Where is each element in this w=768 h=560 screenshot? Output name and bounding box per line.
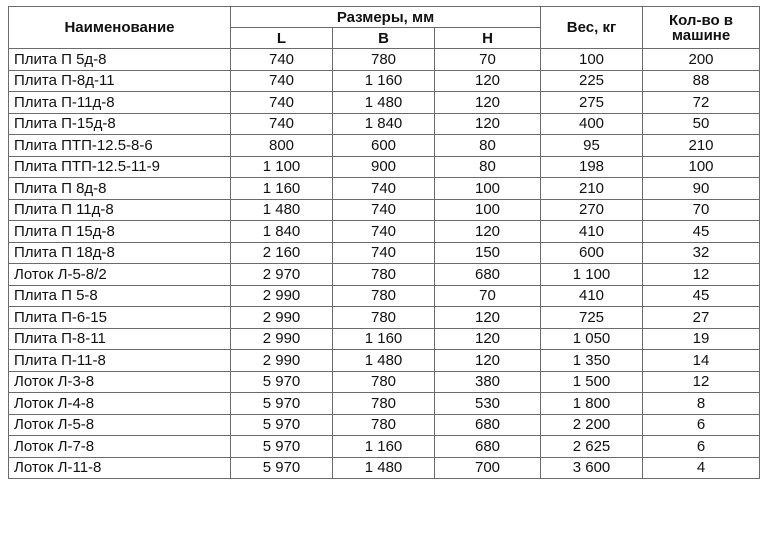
cell-width: 1 480 [333,457,435,479]
cell-width: 780 [333,371,435,393]
cell-length: 2 970 [231,264,333,286]
cell-length: 5 970 [231,414,333,436]
cell-weight: 270 [541,199,643,221]
cell-name: Плита П-6-15 [9,307,231,329]
cell-quantity: 4 [643,457,760,479]
cell-height: 530 [435,393,541,415]
cell-quantity: 12 [643,264,760,286]
table-row [9,436,760,458]
table-row [9,113,760,135]
cell-weight: 1 500 [541,371,643,393]
cell-height: 100 [435,199,541,221]
cell-length: 740 [231,92,333,114]
cell-quantity: 50 [643,113,760,135]
table-row [9,371,760,393]
cell-length: 2 990 [231,350,333,372]
table-row [9,414,760,436]
header-dimensions: Размеры, мм [231,7,541,28]
cell-length: 1 480 [231,199,333,221]
cell-weight: 100 [541,49,643,71]
cell-name: Лоток Л-5-8 [9,414,231,436]
cell-height: 70 [435,285,541,307]
cell-quantity: 200 [643,49,760,71]
table-row [9,199,760,221]
cell-quantity: 72 [643,92,760,114]
cell-name: Плита П-15д-8 [9,113,231,135]
cell-width: 780 [333,285,435,307]
cell-quantity: 27 [643,307,760,329]
cell-quantity: 88 [643,70,760,92]
cell-length: 5 970 [231,371,333,393]
cell-height: 380 [435,371,541,393]
table-row [9,178,760,200]
cell-width: 1 480 [333,92,435,114]
cell-width: 780 [333,264,435,286]
header-width: B [333,28,435,49]
cell-name: Плита П 11д-8 [9,199,231,221]
cell-quantity: 6 [643,436,760,458]
cell-quantity: 12 [643,371,760,393]
cell-weight: 410 [541,221,643,243]
header-name: Наименование [9,7,231,49]
table-row [9,307,760,329]
cell-name: Плита П 18д-8 [9,242,231,264]
cell-length: 2 990 [231,307,333,329]
cell-height: 120 [435,328,541,350]
cell-length: 800 [231,135,333,157]
cell-quantity: 32 [643,242,760,264]
cell-name: Лоток Л-5-8/2 [9,264,231,286]
cell-weight: 198 [541,156,643,178]
cell-height: 120 [435,70,541,92]
cell-name: Лоток Л-7-8 [9,436,231,458]
header-height: H [435,28,541,49]
cell-weight: 2 625 [541,436,643,458]
cell-quantity: 210 [643,135,760,157]
cell-weight: 1 050 [541,328,643,350]
cell-height: 80 [435,135,541,157]
cell-name: Плита П 5-8 [9,285,231,307]
cell-height: 100 [435,178,541,200]
table-row [9,264,760,286]
cell-name: Плита П-8д-11 [9,70,231,92]
cell-name: Лоток Л-3-8 [9,371,231,393]
table-row [9,350,760,372]
cell-length: 1 100 [231,156,333,178]
cell-weight: 275 [541,92,643,114]
cell-name: Плита П 5д-8 [9,49,231,71]
cell-weight: 1 100 [541,264,643,286]
cell-height: 70 [435,49,541,71]
cell-width: 780 [333,414,435,436]
cell-name: Лоток Л-11-8 [9,457,231,479]
cell-length: 740 [231,49,333,71]
cell-width: 1 160 [333,436,435,458]
product-spec-table [8,6,760,479]
table-row [9,221,760,243]
header-quantity: Кол-во в машине [643,7,760,49]
table-row [9,49,760,71]
cell-quantity: 8 [643,393,760,415]
cell-weight: 400 [541,113,643,135]
cell-height: 120 [435,307,541,329]
table-row [9,393,760,415]
cell-weight: 225 [541,70,643,92]
cell-height: 680 [435,264,541,286]
cell-length: 2 990 [231,285,333,307]
table-row [9,285,760,307]
table-row [9,92,760,114]
header-length: L [231,28,333,49]
cell-width: 1 840 [333,113,435,135]
cell-height: 150 [435,242,541,264]
header-weight: Вес, кг [541,7,643,49]
cell-length: 1 840 [231,221,333,243]
cell-height: 120 [435,92,541,114]
cell-quantity: 6 [643,414,760,436]
cell-width: 780 [333,49,435,71]
cell-height: 120 [435,113,541,135]
cell-quantity: 70 [643,199,760,221]
cell-weight: 410 [541,285,643,307]
cell-length: 740 [231,70,333,92]
cell-name: Плита ПТП-12.5-11-9 [9,156,231,178]
table-row [9,156,760,178]
cell-quantity: 100 [643,156,760,178]
cell-length: 5 970 [231,393,333,415]
cell-weight: 600 [541,242,643,264]
cell-name: Плита П 8д-8 [9,178,231,200]
cell-weight: 725 [541,307,643,329]
cell-weight: 210 [541,178,643,200]
cell-width: 1 160 [333,70,435,92]
cell-width: 600 [333,135,435,157]
cell-weight: 1 800 [541,393,643,415]
cell-width: 740 [333,178,435,200]
cell-length: 740 [231,113,333,135]
cell-name: Плита П 15д-8 [9,221,231,243]
table-row [9,242,760,264]
table-row [9,135,760,157]
cell-height: 120 [435,350,541,372]
cell-quantity: 19 [643,328,760,350]
cell-weight: 95 [541,135,643,157]
cell-name: Плита П-11д-8 [9,92,231,114]
cell-length: 5 970 [231,436,333,458]
cell-name: Плита ПТП-12.5-8-6 [9,135,231,157]
cell-height: 120 [435,221,541,243]
cell-name: Плита П-8-11 [9,328,231,350]
cell-length: 5 970 [231,457,333,479]
table-row [9,70,760,92]
cell-width: 780 [333,393,435,415]
cell-quantity: 45 [643,285,760,307]
table-row [9,457,760,479]
cell-quantity: 90 [643,178,760,200]
cell-weight: 2 200 [541,414,643,436]
cell-width: 780 [333,307,435,329]
cell-height: 80 [435,156,541,178]
spec-table-container [8,6,760,479]
cell-weight: 3 600 [541,457,643,479]
cell-quantity: 45 [643,221,760,243]
cell-quantity: 14 [643,350,760,372]
cell-weight: 1 350 [541,350,643,372]
cell-length: 1 160 [231,178,333,200]
cell-width: 900 [333,156,435,178]
cell-width: 740 [333,242,435,264]
cell-height: 680 [435,414,541,436]
cell-width: 740 [333,221,435,243]
cell-length: 2 160 [231,242,333,264]
cell-height: 680 [435,436,541,458]
cell-name: Плита П-11-8 [9,350,231,372]
cell-name: Лоток Л-4-8 [9,393,231,415]
cell-width: 1 480 [333,350,435,372]
cell-width: 740 [333,199,435,221]
table-header-row [9,7,760,28]
cell-length: 2 990 [231,328,333,350]
table-row [9,328,760,350]
cell-height: 700 [435,457,541,479]
cell-width: 1 160 [333,328,435,350]
